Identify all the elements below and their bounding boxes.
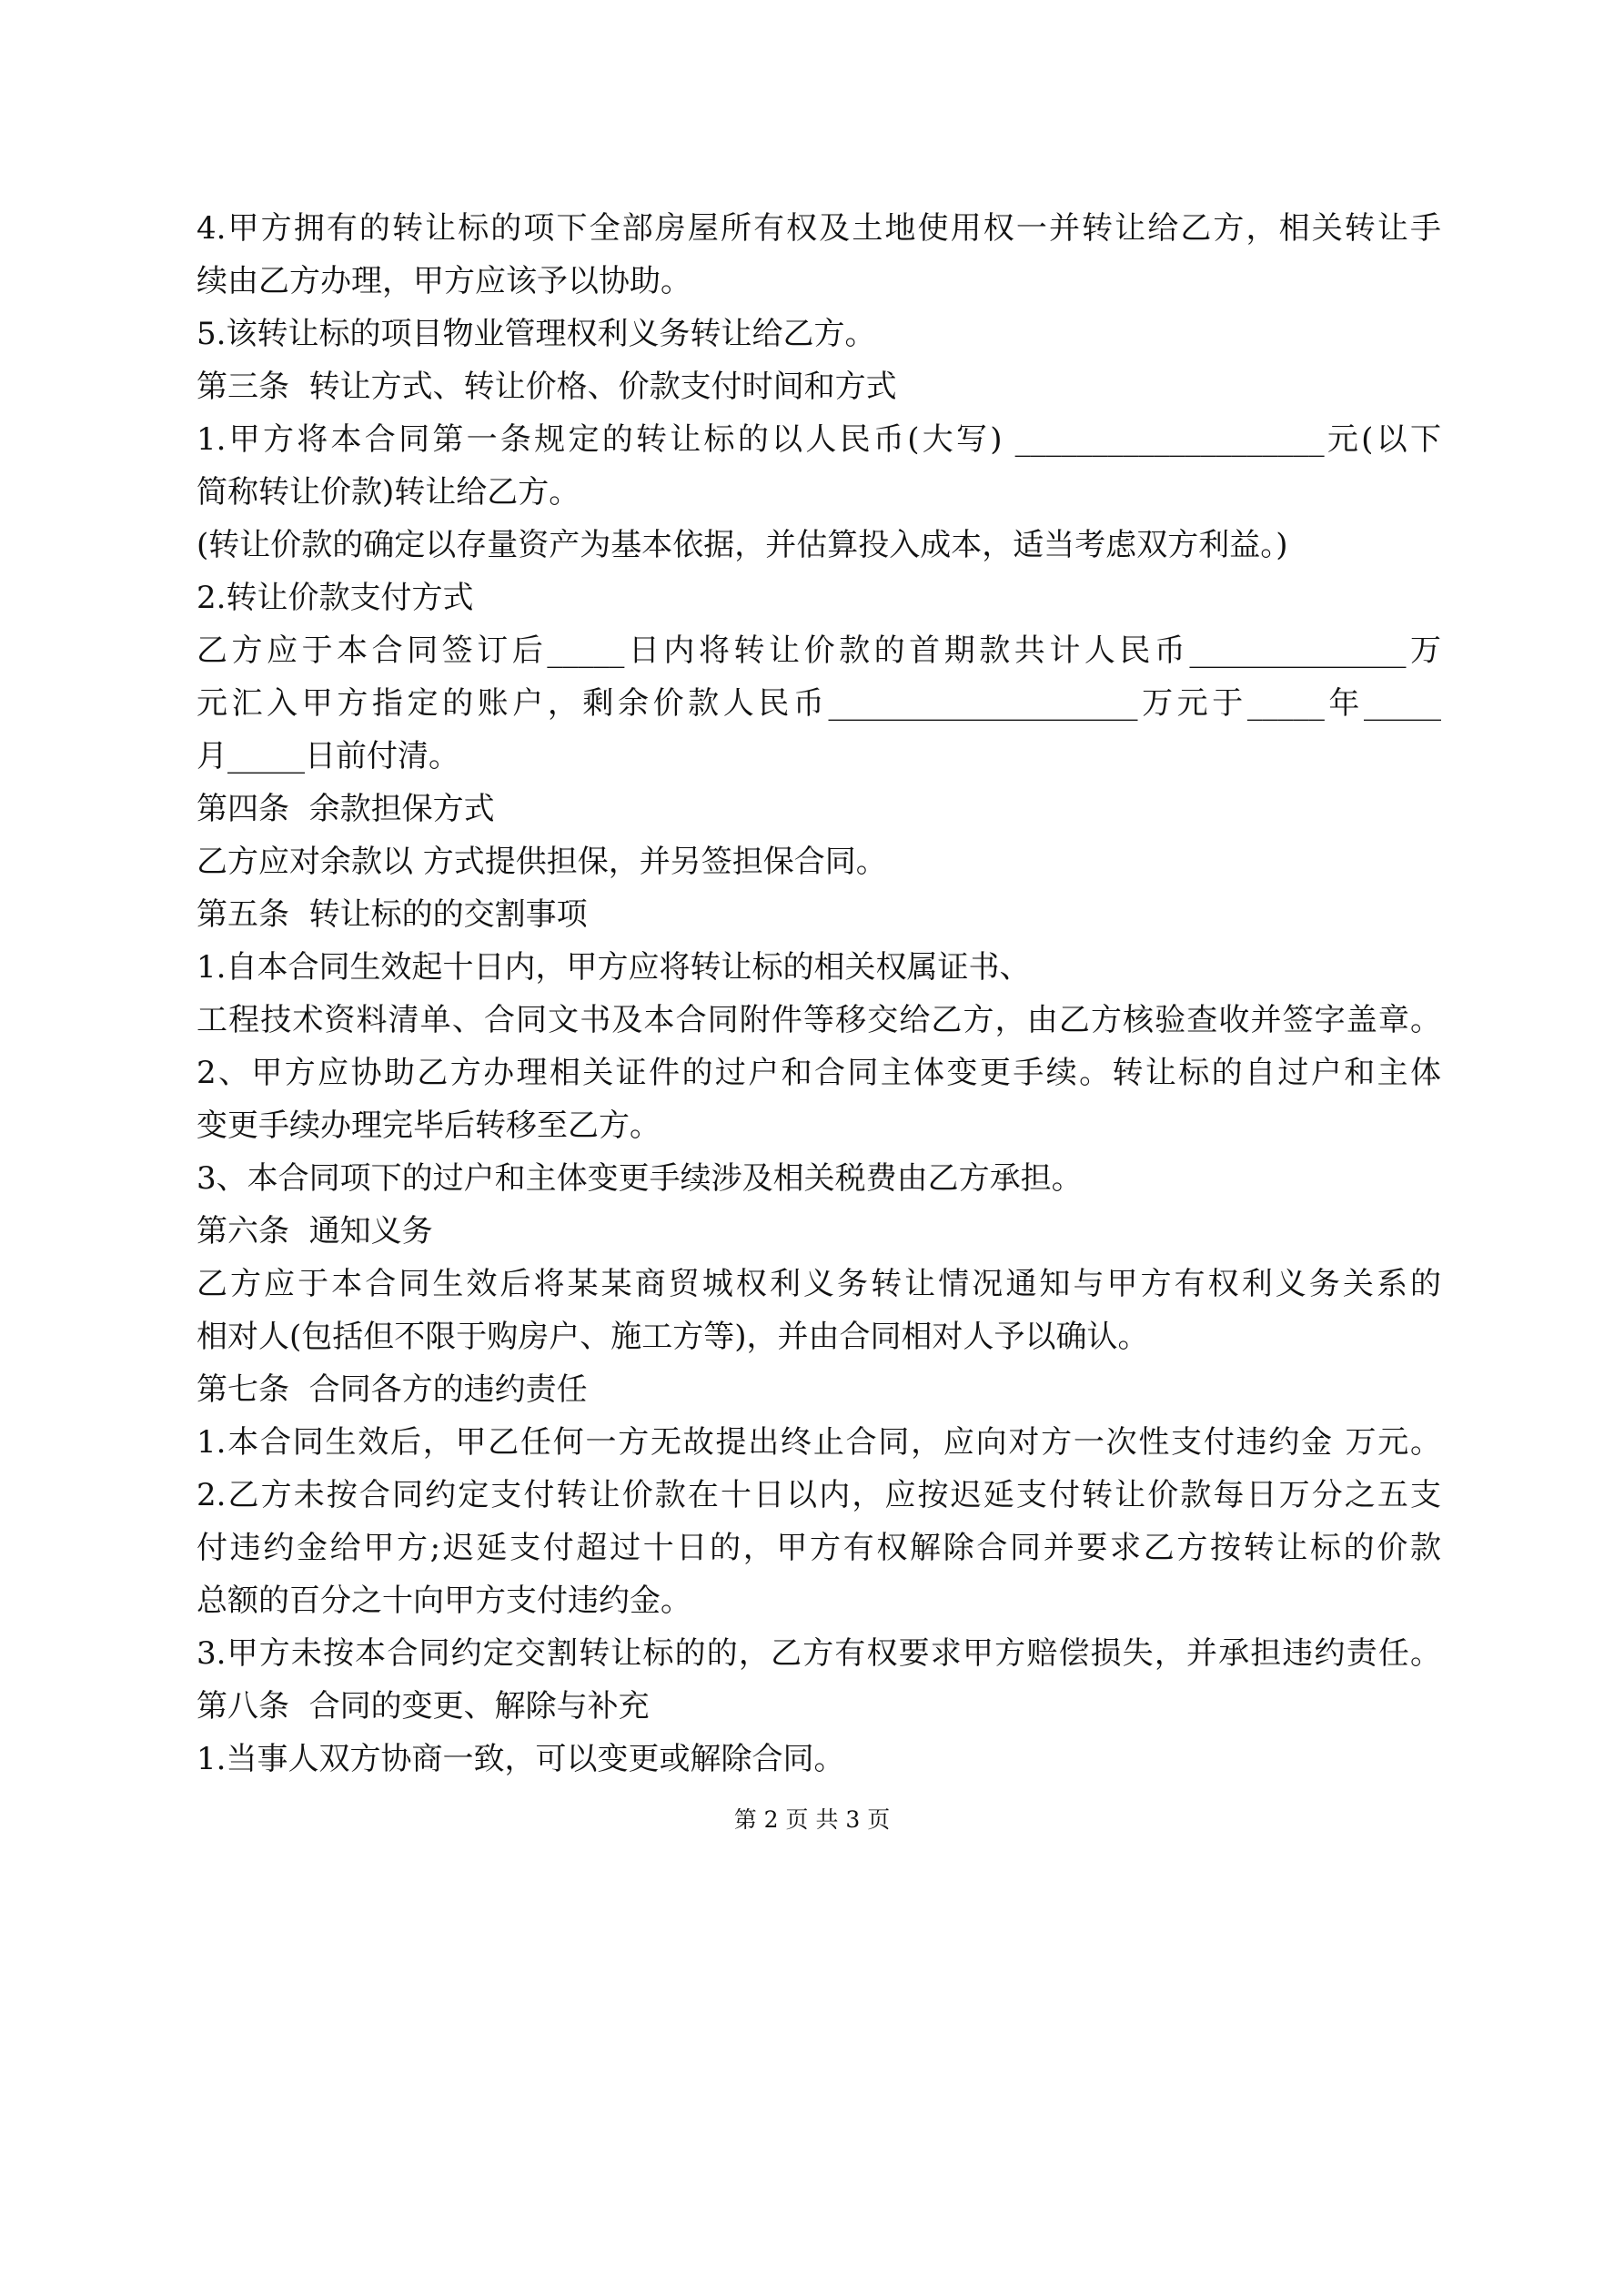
text-line: 1.自本合同生效起十日内，甲方应将转让标的相关权属证书、: [197, 949, 1031, 986]
text-line: 1.甲方将本合同第一条规定的转让标的以人民币(大写) ____________________元(以下: [197, 421, 1441, 458]
text-line: 变更手续办理完毕后转移至乙方。: [197, 1108, 661, 1144]
text-line: 第六条 通知义务: [197, 1213, 433, 1249]
text-line: 3.甲方未按本合同约定交割转让标的的，乙方有权要求甲方赔偿损失，并承担违约责任。: [197, 1635, 1441, 1672]
text-line: 2.乙方未按合同约定支付转让价款在十日以内，应按迟延支付转让价款每日万分之五支: [197, 1477, 1441, 1513]
text-line: 总额的百分之十向甲方支付违约金。: [197, 1583, 691, 1619]
text-line: 第五条 转让标的的交割事项: [197, 896, 588, 933]
text-line: 月_____日前付清。: [197, 738, 459, 774]
text-line: 付违约金给甲方;迟延支付超过十日的，甲方有权解除合同并要求乙方按转让标的价款: [197, 1530, 1441, 1566]
text-line: 工程技术资料清单、合同文书及本合同附件等移交给乙方，由乙方核验查收并签字盖章。: [197, 1002, 1441, 1038]
page-number: 第 2 页 共 3 页: [733, 1806, 891, 1833]
text-line: 1.当事人双方协商一致，可以变更或解除合同。: [197, 1741, 845, 1777]
text-line: 1.本合同生效后，甲乙任何一方无故提出终止合同，应向对方一次性支付违约金 万元。: [197, 1424, 1441, 1461]
text-line: (转让价款的确定以存量资产为基本依据，并估算投入成本，适当考虑双方利益。): [197, 527, 1288, 563]
text-line: 简称转让价款)转让给乙方。: [197, 474, 580, 511]
text-line: 4.甲方拥有的转让标的项下全部房屋所有权及土地使用权一并转让给乙方，相关转让手: [197, 210, 1441, 247]
text-line: 乙方应于本合同签订后_____日内将转让价款的首期款共计人民币______________万: [197, 632, 1441, 669]
text-line: 5.该转让标的项目物业管理权利义务转让给乙方。: [197, 316, 876, 352]
text-line: 乙方应对余款以 方式提供担保，并另签担保合同。: [197, 844, 887, 880]
text-line: 续由乙方办理，甲方应该予以协助。: [197, 263, 691, 299]
text-line: 2.转让价款支付方式: [197, 580, 474, 616]
text-line: 第七条 合同各方的违约责任: [197, 1371, 588, 1408]
text-line: 3、本合同项下的过户和主体变更手续涉及相关税费由乙方承担。: [197, 1160, 1083, 1197]
document-body: [197, 202, 1441, 1785]
text-line: 第三条 转让方式、转让价格、价款支付时间和方式: [197, 369, 897, 405]
text-line: 2、甲方应协助乙方办理相关证件的过户和合同主体变更手续。转让标的自过户和主体: [197, 1055, 1441, 1091]
text-line: 相对人(包括但不限于购房户、施工方等)，并由合同相对人予以确认。: [197, 1319, 1149, 1355]
text-line: 元汇入甲方指定的账户，剩余价款人民币____________________万元于_____年_____: [197, 685, 1441, 722]
text-line: 第四条 余款担保方式: [197, 791, 495, 827]
text-line: 乙方应于本合同生效后将某某商贸城权利义务转让情况通知与甲方有权利义务关系的: [197, 1266, 1441, 1302]
text-line: 第八条 合同的变更、解除与补充: [197, 1688, 650, 1725]
